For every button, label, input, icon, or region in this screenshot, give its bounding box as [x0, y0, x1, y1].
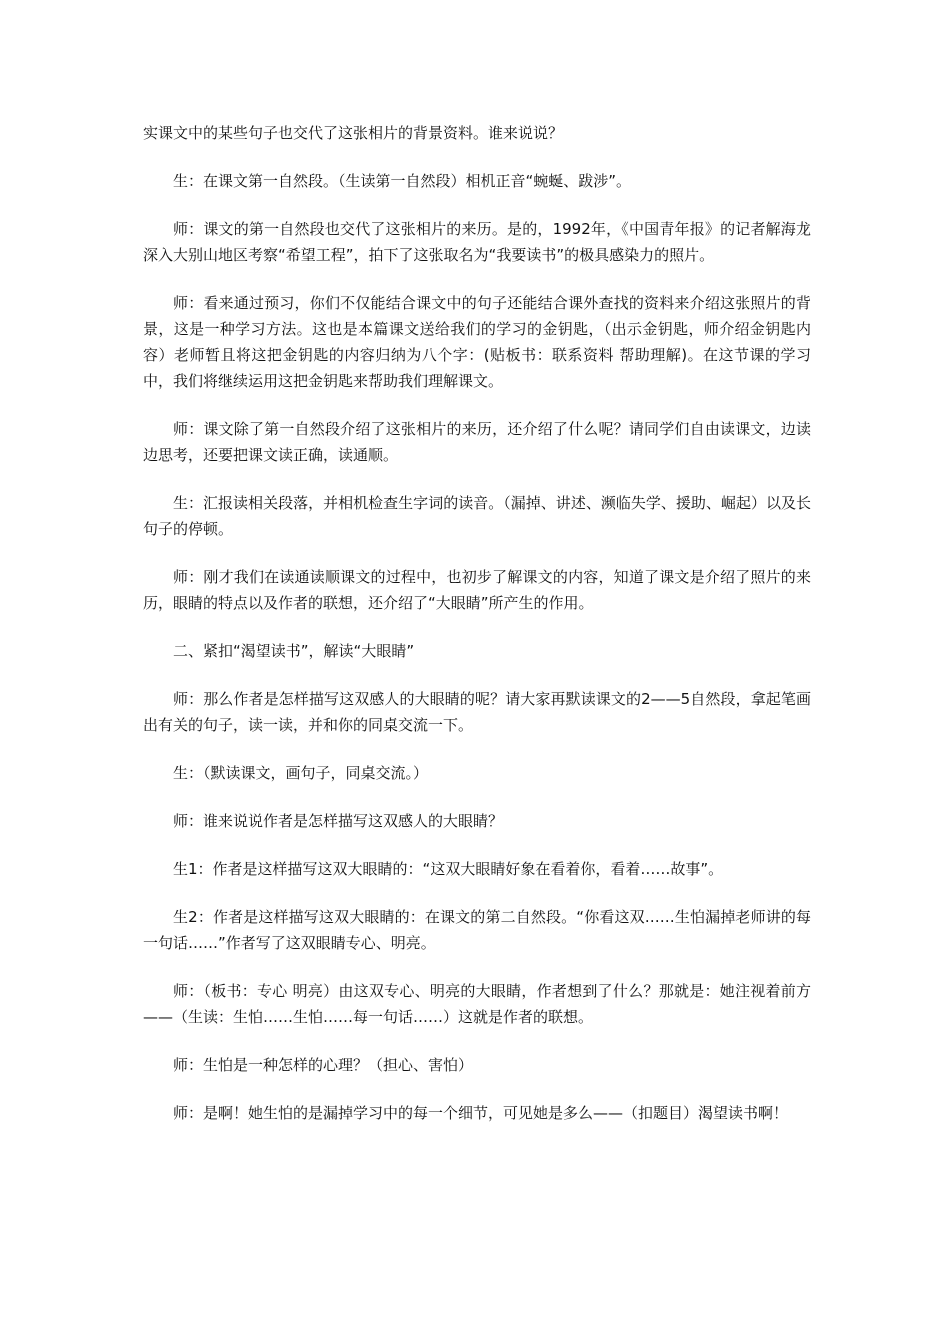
paragraph: 师：生怕是一种怎样的心理？（担心、害怕）: [173, 1056, 474, 1074]
paragraph: 师：谁来说说作者是怎样描写这双感人的大眼睛？: [173, 812, 504, 830]
paragraph: 师：那么作者是怎样描写这双感人的大眼睛的呢？请大家再默读课文的2——5自然段，拿起笔画出有关的句子，读一读，并和你的同桌交流一下。: [143, 690, 811, 734]
paragraph: 实课文中的某些句子也交代了这张相片的背景资料。谁来说说？: [143, 124, 564, 142]
document-body: [143, 120, 811, 1148]
paragraph: 师：看来通过预习，你们不仅能结合课文中的句子还能结合课外查找的资料来介绍这张照片的背景，这是一种学习方法。这也是本篇课文送给我们的学习的金钥匙，（出示金钥匙，师介绍金钥匙内容）老师暂且将这把金钥匙的内容归纳为八个字：(贴板书：联系资料 帮助理解)。在这节课的学习中，我们将继续运用这把金钥匙来帮助我们理解课文。: [143, 294, 811, 390]
paragraph: 师：（板书：专心 明亮）由这双专心、明亮的大眼睛，作者想到了什么？那就是：她注视着前方——（生读：生怕……生怕……每一句话……）这就是作者的联想。: [143, 982, 811, 1026]
paragraph: 生2：作者是这样描写这双大眼睛的：在课文的第二自然段。“你看这双……生怕漏掉老师讲的每一句话……”作者写了这双眼睛专心、明亮。: [143, 908, 811, 952]
paragraph: 师：是啊！她生怕的是漏掉学习中的每一个细节，可见她是多么——（扣题目）渴望读书啊！: [173, 1104, 789, 1122]
paragraph: 生：在课文第一自然段。（生读第一自然段）相机正音“蜿蜒、跋涉”。: [173, 172, 632, 190]
paragraph: 生：汇报读相关段落，并相机检查生字词的读音。（漏掉、讲述、濒临失学、援助、崛起）以及长句子的停顿。: [143, 494, 811, 538]
section-heading: 二、紧扣“渴望读书”，解读“大眼睛”: [173, 642, 415, 660]
paragraph: 生1：作者是这样描写这双大眼睛的：“这双大眼睛好象在看着你，看着……故事”。: [173, 860, 724, 878]
paragraph: 师：刚才我们在读通读顺课文的过程中，也初步了解课文的内容，知道了课文是介绍了照片的来历，眼睛的特点以及作者的联想，还介绍了“大眼睛”所产生的作用。: [143, 568, 811, 612]
paragraph: 生：（默读课文，画句子，同桌交流。）: [173, 764, 429, 782]
paragraph: 师：课文除了第一自然段介绍了这张相片的来历，还介绍了什么呢？请同学们自由读课文，边读边思考，还要把课文读正确，读通顺。: [143, 420, 811, 464]
paragraph: 师：课文的第一自然段也交代了这张相片的来历。是的，1992年，《中国青年报》的记者解海龙深入大别山地区考察“希望工程”，拍下了这张取名为“我要读书”的极具感染力的照片。: [143, 220, 811, 264]
